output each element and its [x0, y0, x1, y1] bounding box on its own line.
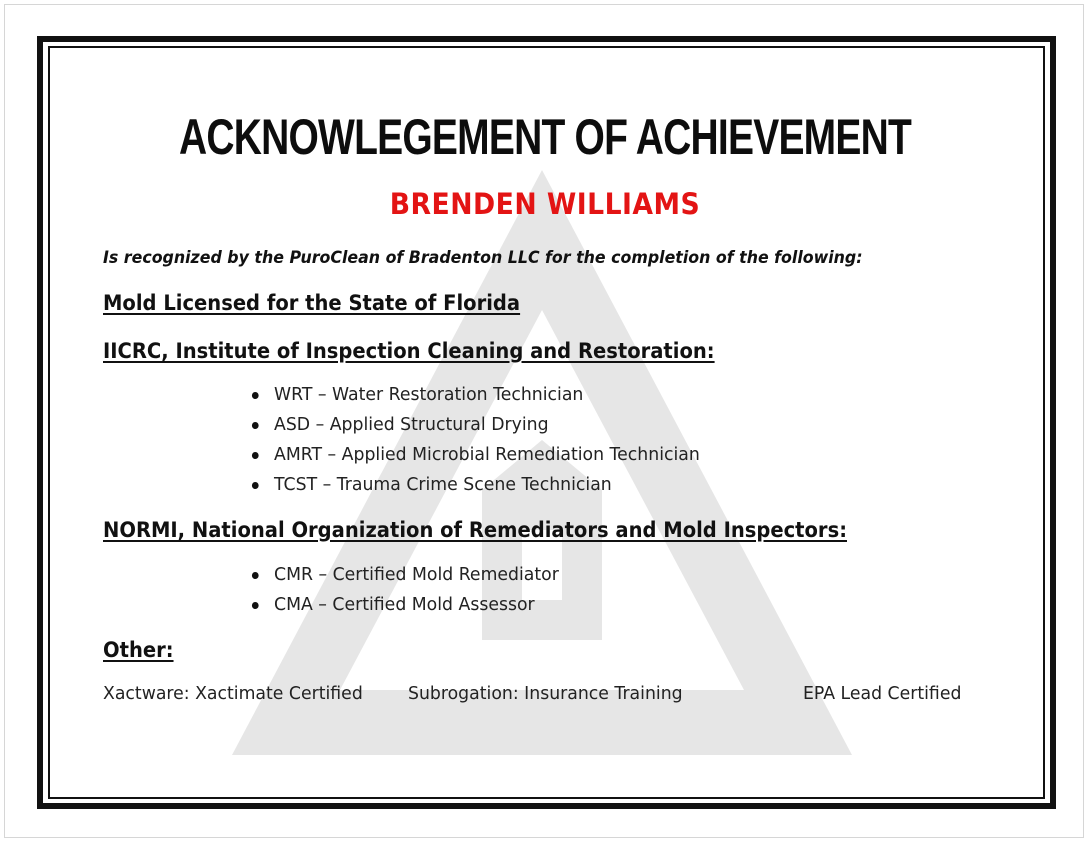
heading-other: Other: [103, 638, 174, 662]
list-item: TCST – Trauma Crime Scene Technician [250, 470, 700, 500]
list-item: CMA – Certified Mold Assessor [250, 590, 559, 620]
normi-certification-list [250, 560, 572, 620]
recipient-name: BRENDEN WILLIAMS [389, 187, 701, 221]
iicrc-certification-list [250, 380, 719, 500]
bullet-icon [252, 452, 259, 459]
bullet-icon [252, 482, 259, 489]
list-item: CMR – Certified Mold Remediator [250, 560, 559, 590]
recognition-statement: Is recognized by the PuroClean of Bradenton LLC for the completion of the following: [103, 248, 863, 268]
certificate-title: ACKNOWLEGEMENT OF ACHIEVEMENT [178, 109, 912, 165]
other-epa-lead: EPA Lead Certified [803, 683, 962, 704]
list-item: AMRT – Applied Microbial Remediation Technician [250, 440, 700, 470]
other-subrogation: Subrogation: Insurance Training [408, 683, 683, 704]
heading-normi: NORMI, National Organization of Remediators and Mold Inspectors: [103, 518, 847, 542]
list-item: ASD – Applied Structural Drying [250, 410, 700, 440]
other-xactimate: Xactware: Xactimate Certified [103, 683, 363, 704]
list-item: WRT – Water Restoration Technician [250, 380, 700, 410]
bullet-icon [252, 392, 259, 399]
bullet-icon [252, 422, 259, 429]
heading-mold-license: Mold Licensed for the State of Florida [103, 291, 521, 315]
heading-iicrc: IICRC, Institute of Inspection Cleaning and Restoration: [103, 339, 715, 363]
bullet-icon [252, 572, 259, 579]
bullet-icon [252, 602, 259, 609]
